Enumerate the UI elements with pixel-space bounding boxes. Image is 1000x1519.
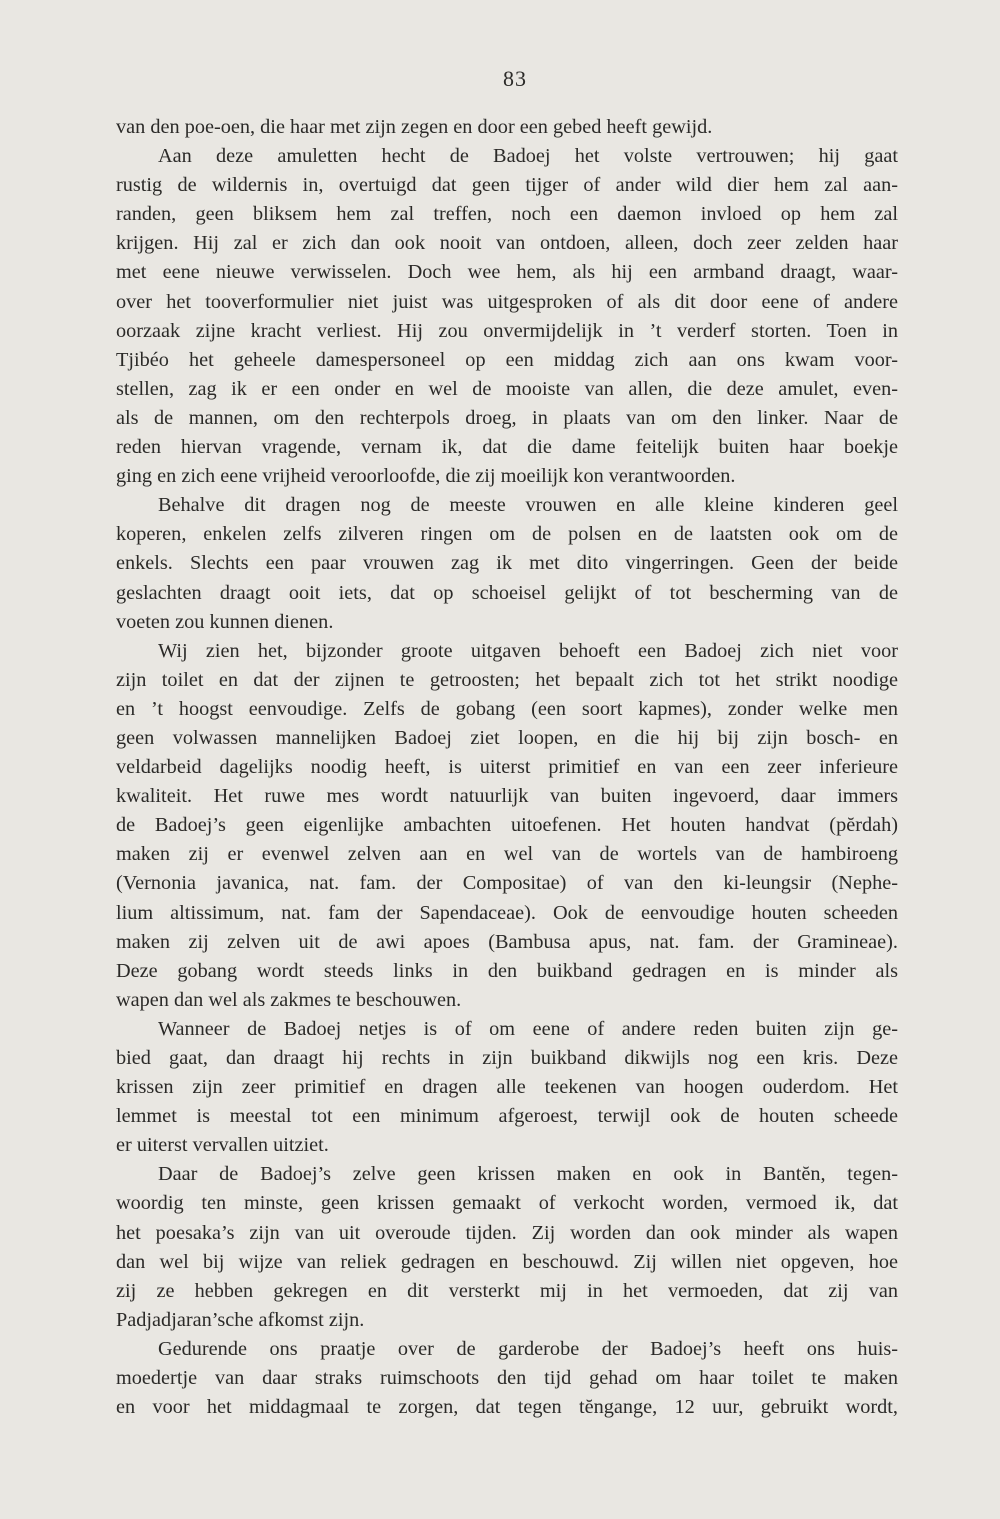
- text-line: over het tooverformulier niet juist was uitgesproken of als dit door eene of andere: [116, 290, 898, 313]
- text-line: van den poe-oen, die haar met zijn zegen en door een gebed heeft gewijd.: [116, 116, 713, 138]
- text-line: voeten zou kunnen dienen.: [116, 610, 334, 633]
- text-line: en voor het middagmaal te zorgen, dat tegen tĕngange, 12 uur, gebruikt wordt,: [116, 1396, 898, 1419]
- text-line: (Vernonia javanica, nat. fam. der Compositae) of van den ki-leungsir (Nephe-: [116, 872, 898, 895]
- text-line: en ’t hoogst eenvoudige. Zelfs de gobang (een soort kapmes), zonder welke men: [116, 697, 898, 720]
- text-line: geen volwassen mannelijken Badoej ziet loopen, en die hij bij zijn bosch- en: [116, 726, 898, 749]
- text-line: Gedurende ons praatje over de garderobe der Badoej’s heeft ons huis-: [158, 1337, 898, 1360]
- text-line: rustig de wildernis in, overtuigd dat geen tijger of ander wild dier hem zal aan-: [116, 174, 898, 197]
- text-line: Behalve dit dragen nog de meeste vrouwen en alle kleine kinderen geel: [158, 494, 898, 517]
- text-line: Aan deze amuletten hecht de Badoej het volste vertrouwen; hij gaat: [158, 145, 898, 168]
- text-line: Deze gobang wordt steeds links in den buikband gedragen en is minder als: [116, 959, 898, 982]
- text-line: maken zij zelven uit de awi apoes (Bambusa apus, nat. fam. der Gramineae).: [116, 930, 898, 953]
- text-line: woordig ten minste, geen krissen gemaakt of verkocht worden, vermoed ik, dat: [116, 1192, 898, 1215]
- text-line: zij ze hebben gekregen en dit versterkt mij in het vermoeden, dat zij van: [116, 1279, 898, 1302]
- text-line: enkels. Slechts een paar vrouwen zag ik met dito vingerringen. Geen der beide: [116, 552, 898, 575]
- body-text: [116, 113, 898, 1422]
- text-line: het poesaka’s zijn van uit overoude tijden. Zij worden dan ook minder als wapen: [116, 1221, 898, 1244]
- text-line: met eene nieuwe verwisselen. Doch wee hem, als hij een armband draagt, waar-: [116, 261, 898, 284]
- text-line: Daar de Badoej’s zelve geen krissen maken en ook in Bantĕn, tegen-: [158, 1163, 898, 1186]
- text-line: randen, geen bliksem hem zal treffen, noch een daemon invloed op hem zal: [116, 203, 898, 226]
- text-line: koperen, enkelen zelfs zilveren ringen om de polsen en de laatsten ook om de: [116, 523, 898, 546]
- text-line: als de mannen, om den rechterpols droeg, in plaats van om den linker. Naar de: [116, 406, 898, 429]
- text-line: reden hiervan vragende, vernam ik, dat die dame feitelijk buiten haar boekje: [116, 436, 898, 459]
- text-line: Tjibéo het geheele damespersoneel op een middag zich aan ons kwam voor-: [116, 348, 898, 371]
- text-line: bied gaat, dan draagt hij rechts in zijn buikband dikwijls nog een kris. Deze: [116, 1047, 898, 1069]
- text-line: oorzaak zijne kracht verliest. Hij zou onvermijdelijk in ’t verderf storten. Toen in: [116, 319, 898, 342]
- text-line: lemmet is meestal tot een minimum afgeroest, terwijl ook de houten scheede: [116, 1105, 898, 1128]
- text-line: de Badoej’s geen eigenlijke ambachten uitoefenen. Het houten handvat (pĕrdah): [116, 814, 898, 837]
- text-line: ging en zich eene vrijheid veroorloofde, die zij moeilijk kon verantwoorden.: [116, 465, 736, 488]
- text-line: veldarbeid dagelijks noodig heeft, is uiterst primitief en van een zeer inferieure: [116, 756, 898, 779]
- text-line: moedertje van daar straks ruimschoots den tijd gehad om haar toilet te maken: [116, 1367, 898, 1390]
- text-line: geslachten draagt ooit iets, dat op schoeisel gelijkt of tot bescherming van de: [116, 581, 898, 604]
- text-line: krijgen. Hij zal er zich dan ook nooit van ontdoen, alleen, doch zeer zelden haar: [116, 232, 898, 255]
- text-line: er uiterst vervallen uitziet.: [116, 1134, 329, 1157]
- text-line: Wanneer de Badoej netjes is of om eene of andere reden buiten zijn ge-: [158, 1017, 898, 1040]
- text-line: maken zij er evenwel zelven aan en wel van de wortels van de hambiroeng: [116, 843, 898, 866]
- text-line: stellen, zag ik er een onder en wel de mooiste van allen, die deze amulet, even-: [116, 377, 898, 400]
- text-line: kwaliteit. Het ruwe mes wordt natuurlijk van buiten ingevoerd, daar immers: [116, 785, 898, 808]
- page-number: 83: [503, 66, 527, 91]
- text-line: wapen dan wel als zakmes te beschouwen.: [116, 988, 462, 1011]
- text-line: Wij zien het, bijzonder groote uitgaven behoeft een Badoej zich niet voor: [158, 639, 898, 662]
- text-line: lium altissimum, nat. fam der Sapendaceae). Ook de eenvoudige houten scheeden: [116, 901, 898, 924]
- text-line: dan wel bij wijze van reliek gedragen en beschouwd. Zij willen niet opgeven, hoe: [116, 1250, 898, 1273]
- text-line: Padjadjaran’sche afkomst zijn.: [116, 1308, 365, 1331]
- text-line: zijn toilet en dat der zijnen te getroosten; het bepaalt zich tot het strikt noodige: [116, 668, 898, 691]
- text-line: krissen zijn zeer primitief en dragen alle teekenen van hoogen ouderdom. Het: [116, 1076, 898, 1099]
